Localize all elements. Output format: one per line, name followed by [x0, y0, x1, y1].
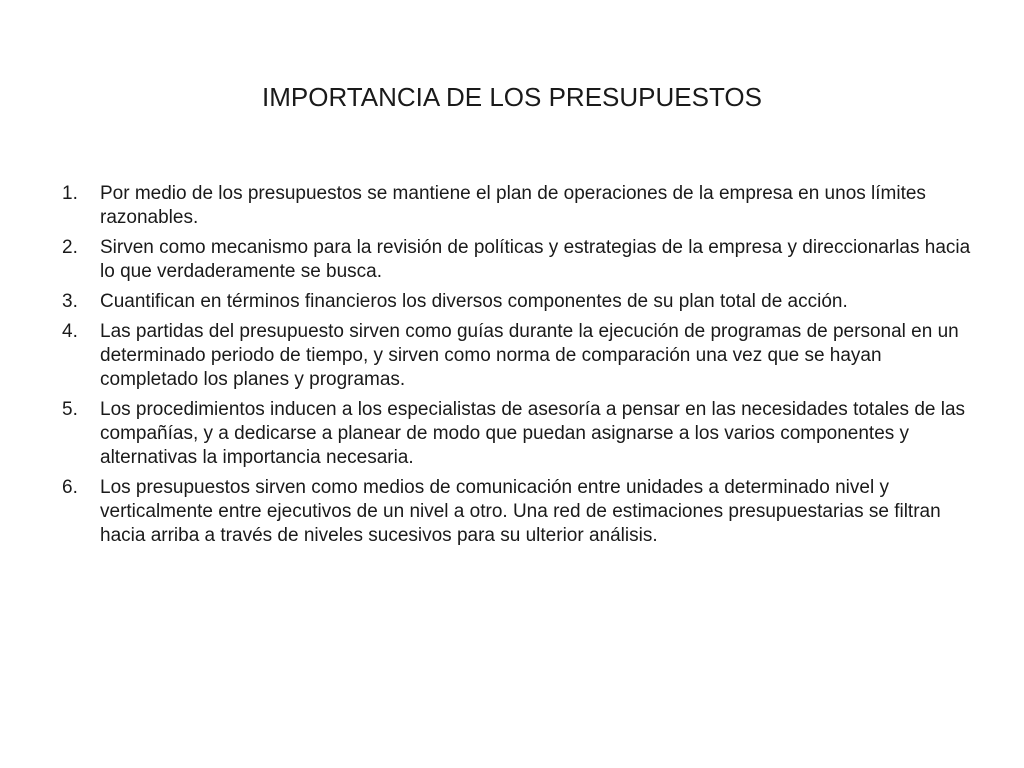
list-item-text: Por medio de los presupuestos se mantiene el plan de operaciones de la empresa en unos límites razonables.	[100, 183, 926, 228]
list-item-number: 4.	[62, 321, 78, 342]
list-item	[62, 320, 972, 392]
list-item	[62, 476, 972, 548]
numbered-list	[62, 182, 972, 554]
list-item-number: 6.	[62, 477, 78, 498]
list-item-number: 3.	[62, 291, 78, 312]
list-item-text: Los presupuestos sirven como medios de comunicación entre unidades a determinado nivel y verticalmente entre ejecutivos de un nivel a otro. Una red de estimaciones presupuestarias se filtran hacia arriba a través de niveles sucesivos para su ulterior análisis.	[100, 477, 941, 546]
list-item	[62, 290, 972, 314]
list-item-number: 5.	[62, 399, 78, 420]
list-item	[62, 236, 972, 284]
list-item	[62, 398, 972, 470]
list-item	[62, 182, 972, 230]
list-item-text: Cuantifican en términos financieros los diversos componentes de su plan total de acción.	[100, 291, 848, 312]
slide-title: IMPORTANCIA DE LOS PRESUPUESTOS	[262, 82, 762, 112]
list-item-text: Las partidas del presupuesto sirven como guías durante la ejecución de programas de personal en un determinado periodo de tiempo, y sirven como norma de comparación una vez que se hayan completado los planes y programas.	[100, 321, 959, 390]
list-item-text: Sirven como mecanismo para la revisión de políticas y estrategias de la empresa y direccionarlas hacia lo que verdaderamente se busca.	[100, 237, 971, 282]
list-item-number: 2.	[62, 237, 78, 258]
list-item-number: 1.	[62, 183, 78, 204]
list-item-text: Los procedimientos inducen a los especialistas de asesoría a pensar en las necesidades totales de las compañías, y a dedicarse a planear de modo que puedan asignarse a los varios componentes y alternativas la importancia necesaria.	[100, 399, 966, 468]
